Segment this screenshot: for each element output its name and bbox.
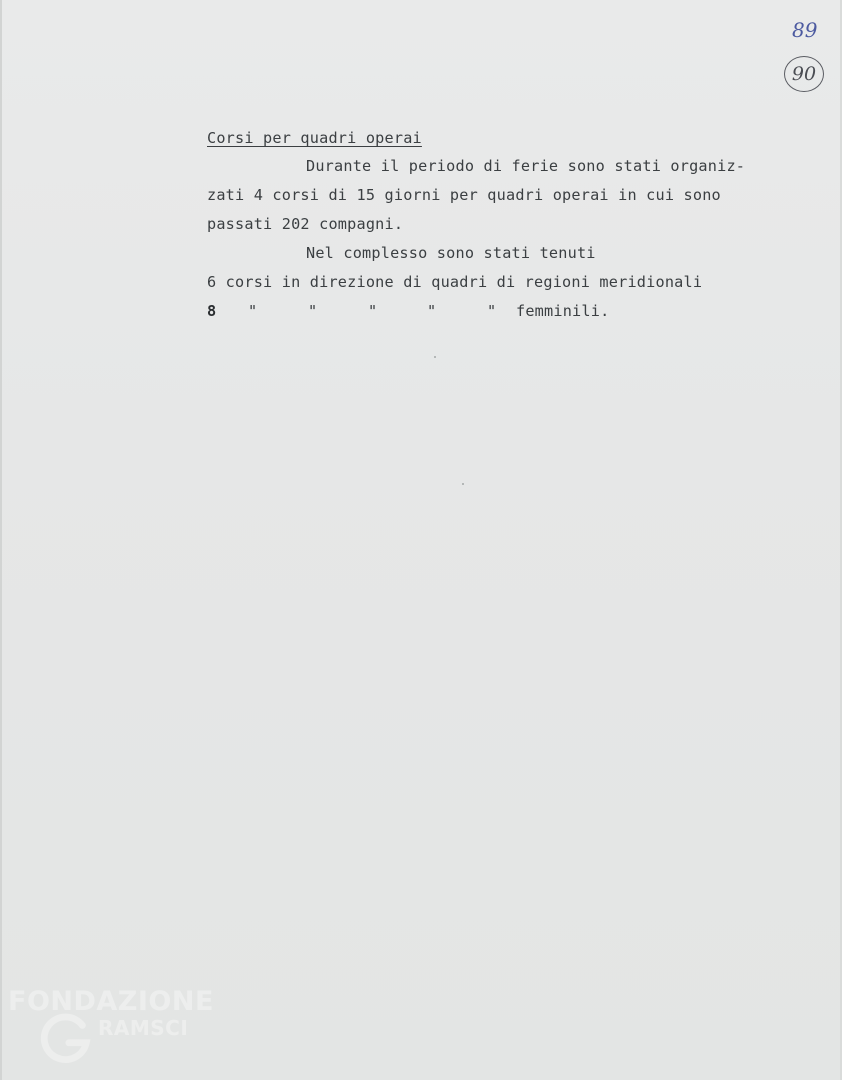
ditto-mark: " <box>427 302 437 320</box>
watermark-g-logo-icon <box>36 1008 94 1066</box>
handwritten-page-number: 89 <box>792 18 818 42</box>
ditto-mark: " <box>368 302 378 320</box>
watermark-line-2: RAMSCI <box>98 1016 189 1040</box>
paper-fleck <box>462 483 464 485</box>
archive-watermark <box>6 986 216 1066</box>
paper-fleck <box>434 356 436 358</box>
paragraph-line-3: passati 202 compagni. <box>207 215 404 233</box>
paragraph-line-2: zati 4 corsi di 15 giorni per quadri operai in cui sono <box>207 186 721 204</box>
watermark-line-1: FONDAZIONE <box>8 986 214 1017</box>
list-row-women-number: 8 <box>207 302 217 320</box>
ditto-mark: " <box>487 302 497 320</box>
list-row-southern-regions: 6 corsi in direzione di quadri di regioni meridionali <box>207 273 703 291</box>
section-heading: Corsi per quadri operai <box>207 129 422 147</box>
list-row-women-tail: femminili. <box>516 302 610 320</box>
paragraph-line-1: Durante il periodo di ferie sono stati organiz- <box>306 157 746 175</box>
ditto-mark: " <box>248 302 258 320</box>
circled-page-number-text: 90 <box>791 63 817 85</box>
circled-page-number <box>784 56 824 92</box>
summary-intro: Nel complesso sono stati tenuti <box>306 244 596 262</box>
ditto-mark: " <box>308 302 318 320</box>
